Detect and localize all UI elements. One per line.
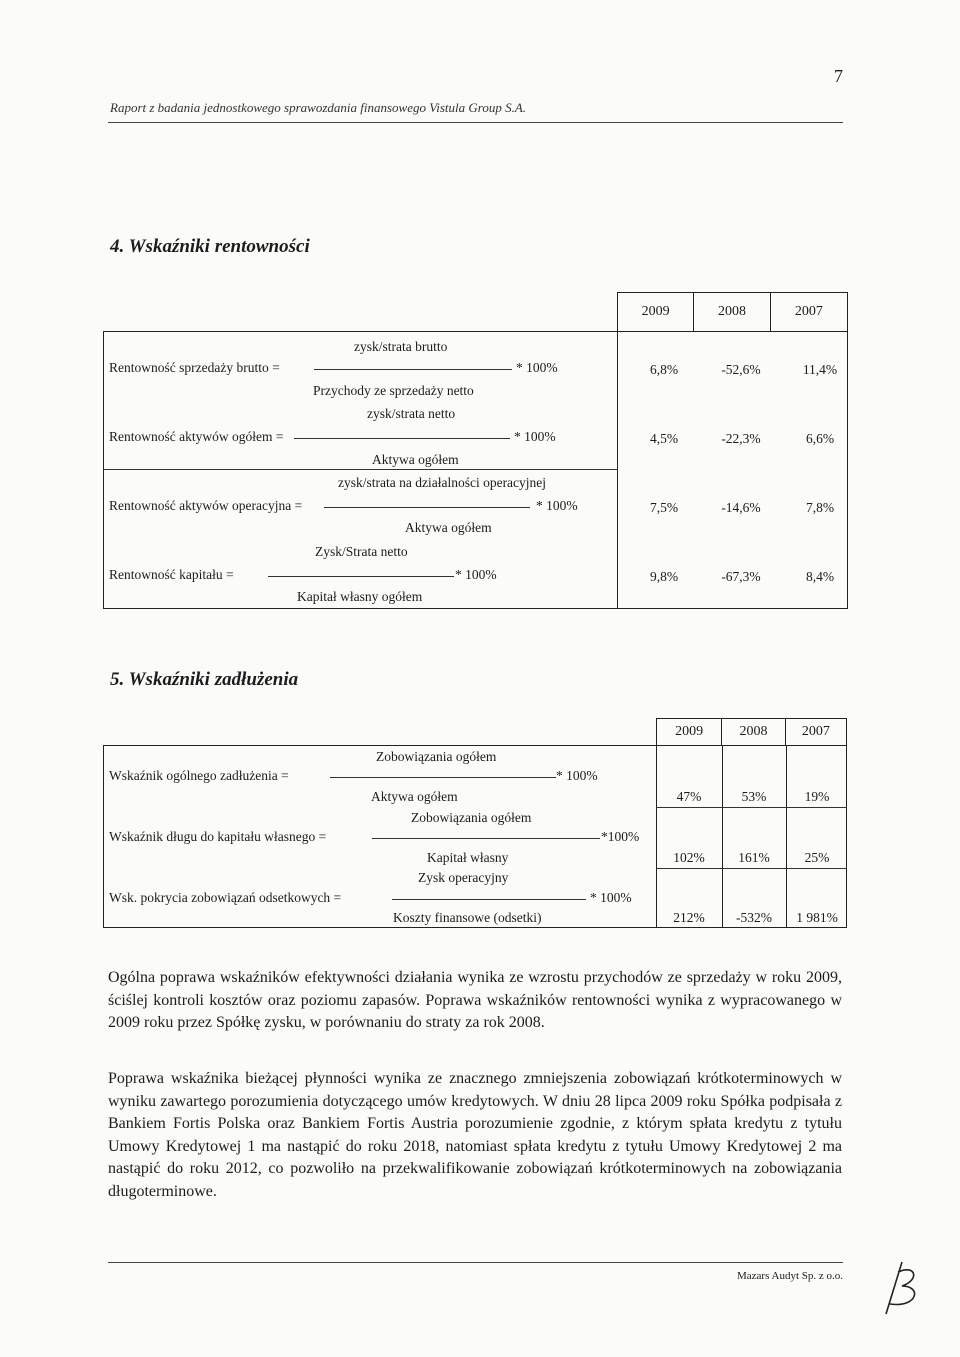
operating-assets-numerator: zysk/strata na działalności operacyjnej: [338, 475, 547, 490]
value-cell: -22,3%: [721, 431, 761, 446]
value-cell: 161%: [738, 850, 770, 865]
row-divider: [656, 807, 847, 808]
value-cell: 1 981%: [796, 910, 838, 925]
header-divider: [108, 122, 843, 123]
multiplier: * 100%: [455, 567, 497, 582]
paragraph-liquidity: Poprawa wskaźnika bieżącej płynności wynika ze znacznego zmniejszenia zobowiązań krótkoterminowych w wyniku zawartego porozumienia dotyczącego umów kredytowych. W dniu 28 lipca 2009 roku Spółka podpisała z Bankiem Fortis Polska oraz Bankiem Fortis Austria porozumienie zgodnie, z którym spłata kredytu z tytułu Umowy Kredytowej 1 ma nastąpić do roku 2018, natomiast spłata kredytu z tytułu Umowy Kredytowej 2 ma nastąpić do roku 2012, co pozwoliło na przekwalifikowanie zobowiązań krótkoterminowych na zobowiązania długoterminowe.: [108, 1070, 842, 1200]
value-cell: -14,6%: [721, 500, 761, 515]
fraction-line: [294, 438, 510, 439]
fraction-line: [372, 838, 600, 839]
section-5-title: 5. Wskaźniki zadłużenia: [110, 669, 299, 690]
fraction-line: [330, 777, 556, 778]
value-cell: 7,5%: [649, 500, 679, 515]
year-2009: 2009: [657, 719, 722, 745]
fraction-line: [324, 507, 530, 508]
section-5-years-header: [656, 718, 847, 746]
footer-divider: [108, 1262, 843, 1263]
interest-coverage-denominator: Koszty finansowe (odsetki): [393, 910, 542, 925]
year-2008: 2008: [722, 719, 785, 745]
value-cell: 9,8%: [649, 569, 679, 584]
page-number: 7: [834, 66, 843, 86]
table-separator: [617, 331, 618, 609]
operating-assets-profitability-label: Rentowność aktywów operacyjna =: [109, 498, 303, 513]
table-separator: [656, 745, 657, 928]
footer-company: Mazars Audyt Sp. z o.o.: [736, 1270, 843, 1282]
row-divider: [104, 469, 617, 470]
section-4-years-header: [617, 292, 848, 332]
multiplier: * 100%: [536, 498, 578, 513]
multiplier: * 100%: [516, 360, 558, 375]
year-2009: 2009: [618, 293, 694, 331]
multiplier: * 100%: [514, 429, 556, 444]
value-cell: 6,6%: [805, 431, 835, 446]
interest-coverage-numerator: Zysk operacyjny: [418, 870, 509, 885]
value-cell: -52,6%: [721, 362, 761, 377]
value-cell: 8,4%: [805, 569, 835, 584]
multiplier: * 100%: [590, 890, 632, 905]
value-cell: -67,3%: [721, 569, 761, 584]
table-separator: [722, 745, 723, 928]
equity-denominator: Kapitał własny ogółem: [297, 589, 423, 604]
value-cell: 7,8%: [805, 500, 835, 515]
value-cell: 11,4%: [802, 362, 838, 377]
total-assets-numerator: zysk/strata netto: [367, 406, 456, 421]
handwritten-initials: [872, 1258, 932, 1318]
total-assets-denominator: Aktywa ogółem: [372, 452, 459, 467]
value-cell: 212%: [673, 910, 705, 925]
value-cell: 6,8%: [649, 362, 679, 377]
value-cell: -532%: [736, 910, 772, 925]
value-cell: 19%: [804, 789, 830, 804]
equity-numerator: Zysk/Strata netto: [315, 544, 408, 559]
year-2007: 2007: [801, 724, 830, 739]
gross-sales-denominator: Przychody ze sprzedaży netto: [313, 383, 474, 398]
value-cell: 25%: [804, 850, 830, 865]
table-separator: [786, 745, 787, 928]
multiplier: *100%: [601, 829, 640, 844]
paragraph-efficiency: Ogólna poprawa wskaźników efektywności działania wynika ze wzrostu przychodów ze sprzedaży w roku 2009, ściślej kontroli kosztów oraz poziomu zapasów. Poprawa wskaźników rentowności wynika z wypracowanego w 2009 roku przez Spółkę zysku, w porównaniu do straty za rok 2008.: [108, 969, 842, 1031]
gross-sales-numerator: zysk/strata brutto: [354, 339, 448, 354]
debt-equity-denominator: Kapitał własny: [427, 850, 509, 865]
fraction-line: [392, 899, 586, 900]
total-assets-profitability-label: Rentowność aktywów ogółem =: [109, 429, 284, 444]
operating-assets-denominator: Aktywa ogółem: [405, 520, 492, 535]
equity-profitability-label: Rentowność kapitału =: [109, 567, 234, 582]
gross-sales-profitability-label: Rentowność sprzedaży brutto =: [109, 360, 280, 375]
row-divider: [656, 868, 847, 869]
value-cell: 47%: [676, 789, 702, 804]
value-cell: 102%: [673, 850, 705, 865]
value-cell: 53%: [741, 789, 767, 804]
general-debt-numerator: Zobowiązania ogółem: [376, 749, 497, 764]
section-4-title: 4. Wskaźniki rentowności: [110, 236, 310, 257]
debt-equity-numerator: Zobowiązania ogółem: [411, 810, 532, 825]
general-debt-ratio-label: Wskaźnik ogólnego zadłużenia =: [109, 768, 289, 783]
fraction-line: [314, 369, 512, 370]
multiplier: * 100%: [556, 768, 598, 783]
value-cell: 4,5%: [649, 431, 679, 446]
debt-to-equity-label: Wskaźnik długu do kapitału własnego =: [109, 829, 327, 844]
year-2008: 2008: [694, 293, 770, 331]
year-2007: 2007: [794, 304, 823, 319]
fraction-line: [268, 576, 454, 577]
interest-coverage-label: Wsk. pokrycia zobowiązań odsetkowych =: [109, 890, 342, 905]
general-debt-denominator: Aktywa ogółem: [371, 789, 458, 804]
report-header: Raport z badania jednostkowego sprawozdania finansowego Vistula Group S.A.: [110, 100, 527, 115]
